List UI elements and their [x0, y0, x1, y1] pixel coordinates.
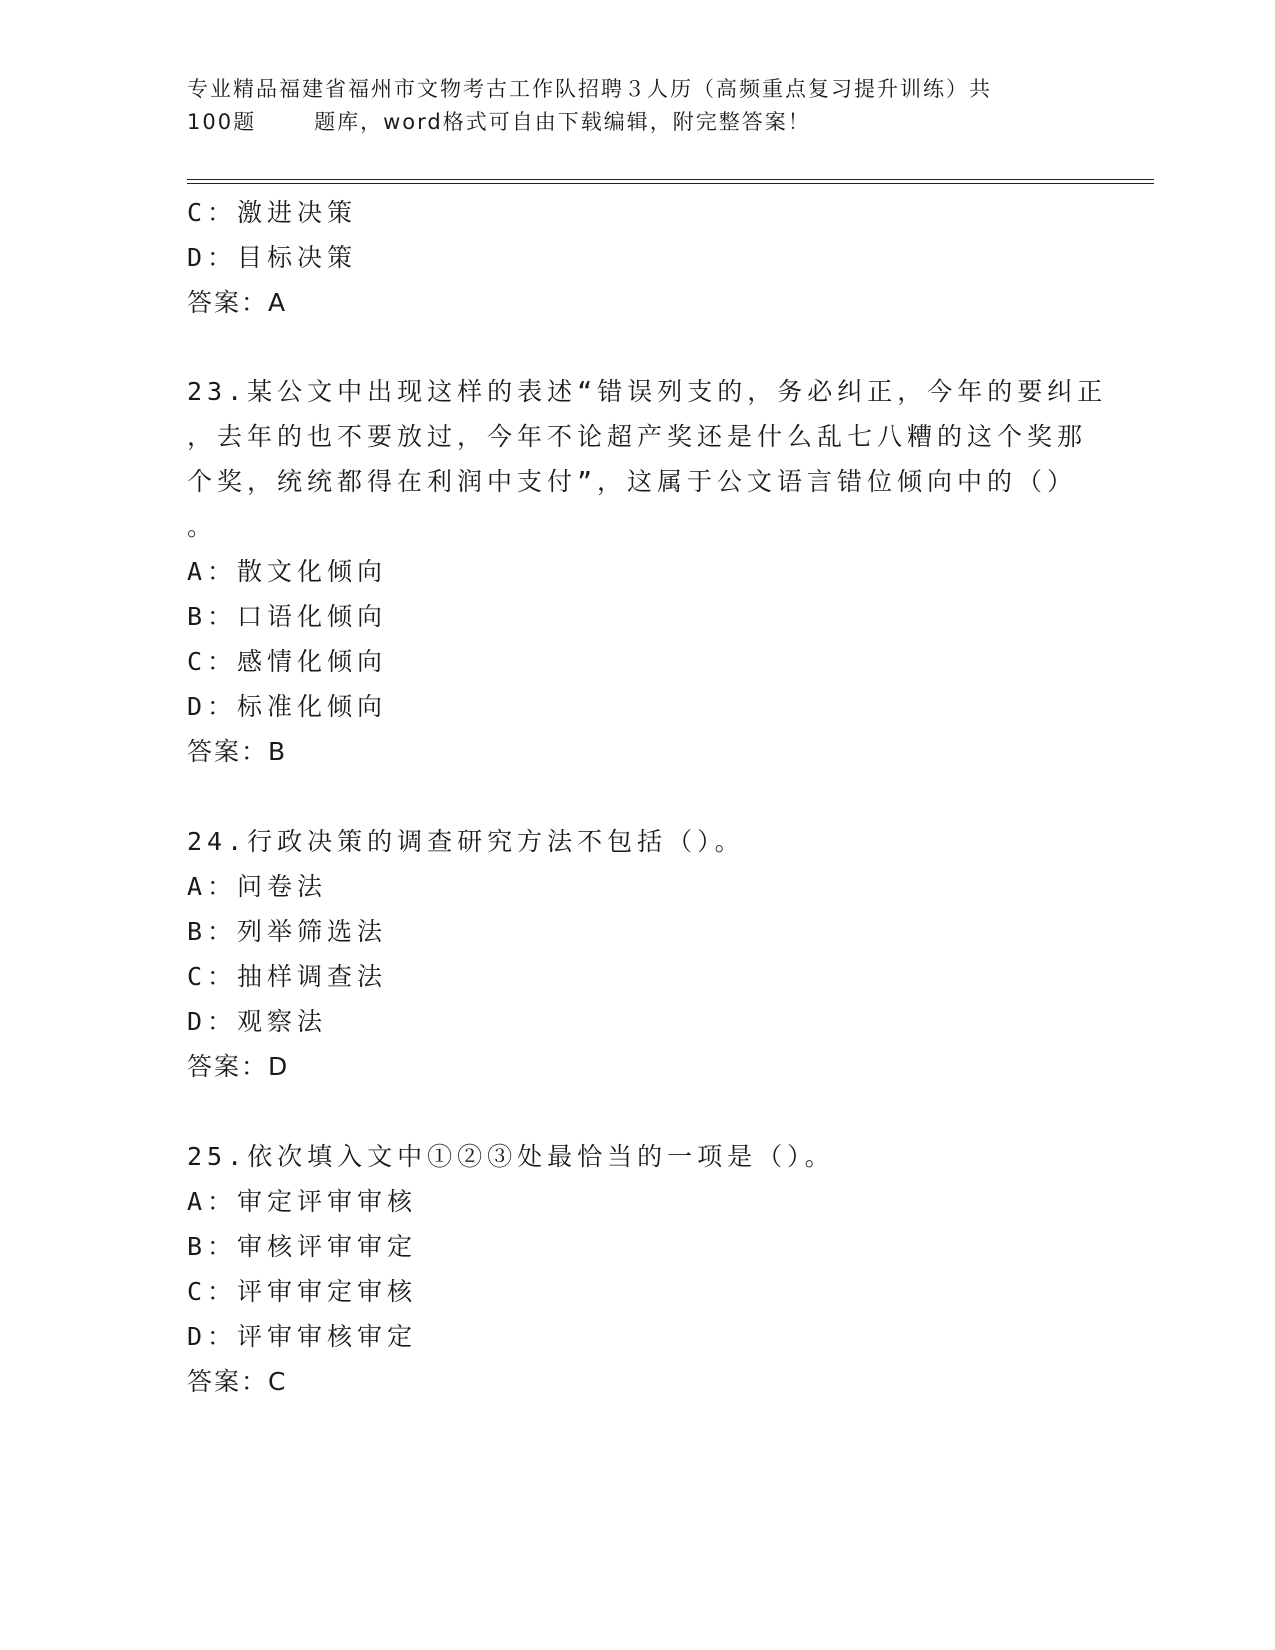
q23-option-c: C：感情化倾向 — [187, 647, 388, 676]
q23-stem-line-2: ，去年的也不要放过，今年不论超产奖还是什么乱七八糟的这个奖那 — [187, 422, 1088, 451]
q23-option-b: B：口语化倾向 — [187, 602, 388, 631]
header-divider-top — [187, 179, 1154, 180]
q24-answer: 答案：D — [187, 1052, 290, 1081]
prev-option-d: D：目标决策 — [187, 243, 358, 272]
header-description: 题库，word格式可自由下载编辑，附完整答案！ — [314, 110, 811, 134]
q25-option-b: B：审核评审审定 — [187, 1232, 418, 1261]
prev-answer: 答案：A — [187, 288, 288, 317]
header-title-line-2 — [187, 106, 1067, 139]
q25-option-c: C：评审审定审核 — [187, 1277, 418, 1306]
prev-option-c: C：激进决策 — [187, 198, 358, 227]
q25-stem: 25.依次填入文中①②③处最恰当的一项是（）。 — [187, 1142, 835, 1171]
q23-option-a: A：散文化倾向 — [187, 557, 388, 586]
q24-stem: 24.行政决策的调查研究方法不包括（）。 — [187, 827, 745, 856]
q24-option-d: D：观察法 — [187, 1007, 328, 1036]
q23-answer: 答案：B — [187, 737, 288, 766]
q25-option-d: D：评审审核审定 — [187, 1322, 418, 1351]
q24-option-a: A：问卷法 — [187, 872, 328, 901]
q23-option-d: D：标准化倾向 — [187, 692, 388, 721]
q24-option-b: B：列举筛选法 — [187, 917, 388, 946]
q24-option-c: C：抽样调查法 — [187, 962, 388, 991]
header-divider-bottom — [187, 183, 1154, 184]
q23-stem-line-4: 。 — [187, 512, 218, 541]
header-question-count: 100题 — [187, 110, 257, 134]
q23-stem-line-1: 23.某公文中出现这样的表述“错误列支的，务必纠正，今年的要纠正 — [187, 377, 1108, 406]
q25-option-a: A：审定评审审核 — [187, 1187, 418, 1216]
header-title-line-1: 专业精品福建省福州市文物考古工作队招聘３人历（高频重点复习提升训练）共 — [187, 77, 992, 101]
q25-answer: 答案：C — [187, 1367, 288, 1396]
document-header — [187, 73, 1067, 139]
q23-stem-line-3: 个奖，统统都得在利润中支付”，这属于公文语言错位倾向中的（） — [187, 467, 1078, 496]
